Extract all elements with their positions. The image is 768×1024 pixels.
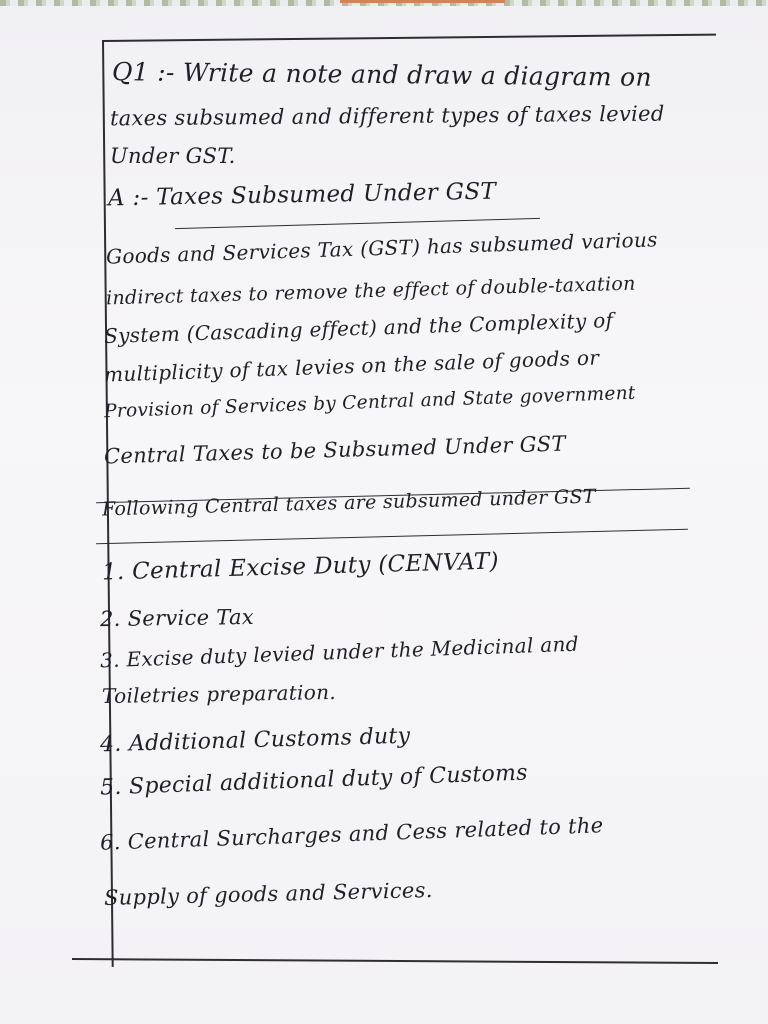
list-item-4: 4. Additional Customs duty bbox=[99, 723, 411, 758]
central-taxes-intro: Following Central taxes are subsumed under GST bbox=[101, 485, 597, 521]
page-top-accent bbox=[340, 0, 505, 3]
paragraph-line-5: Provision of Services by Central and State government bbox=[103, 382, 636, 423]
paragraph-line-1: Goods and Services Tax (GST) has subsumed various bbox=[105, 227, 659, 269]
paragraph-line-4: multiplicity of tax levies on the sale of goods or bbox=[103, 345, 600, 387]
central-taxes-heading: Central Taxes to be Subsumed Under GST bbox=[103, 431, 567, 469]
list-item-3-continued: Toiletries preparation. bbox=[101, 679, 337, 709]
page-top-edge bbox=[0, 0, 768, 6]
question-line-2: taxes subsumed and different types of taxes levied bbox=[109, 101, 665, 131]
answer-heading: A :- Taxes Subsumed Under GST bbox=[107, 178, 497, 212]
list-item-6: 6. Central Surcharges and Cess related to the bbox=[99, 813, 604, 855]
list-item-2: 2. Service Tax bbox=[99, 604, 255, 632]
list-item-3: 3. Excise duty levied under the Medicinal and bbox=[99, 631, 580, 673]
paragraph-line-3: System (Cascading effect) and the Complexity of bbox=[103, 308, 614, 348]
list-item-5: 5. Special additional duty of Customs bbox=[99, 760, 529, 801]
question-line-3: Under GST. bbox=[110, 144, 236, 168]
question-line-1: Q1 :- Write a note and draw a diagram on bbox=[111, 57, 652, 92]
list-item-6-continued: Supply of goods and Services. bbox=[103, 877, 433, 911]
paragraph-line-2: indirect taxes to remove the effect of double-taxation bbox=[105, 272, 636, 310]
list-item-1: 1. Central Excise Duty (CENVAT) bbox=[101, 548, 500, 586]
